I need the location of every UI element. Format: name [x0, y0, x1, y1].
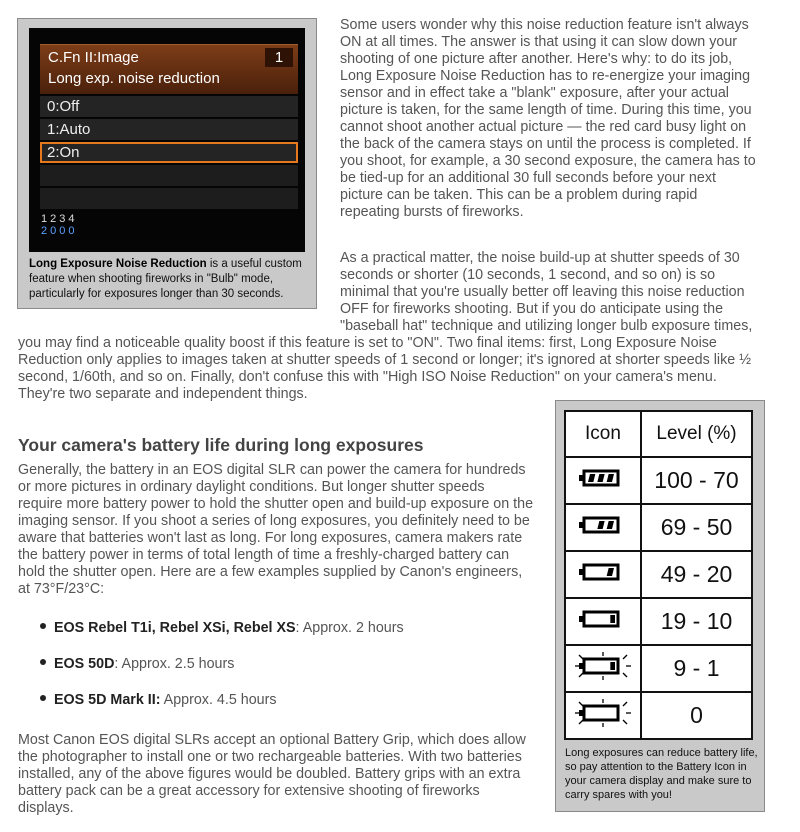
text-line: be tied-up for an additional 30 full seconds before your next — [340, 170, 716, 186]
table-row — [565, 504, 752, 551]
text-line: repeating bursts of fireworks. — [340, 204, 524, 220]
text-line: require more battery power to hold the shutter open and build-up exposure on the — [18, 496, 534, 512]
text-line: Some users wonder why this noise reduction feature isn't always — [340, 17, 749, 33]
text-line: ON at all times. The answer is that using it can slow down your — [340, 34, 738, 50]
text-line: sensor and in effect take a "blank" exposure, after your actual — [340, 85, 729, 101]
text-line: at 73°F/23°C: — [18, 581, 105, 597]
camera-model: EOS Rebel T1i, Rebel XSi, Rebel XS — [54, 620, 296, 636]
text-line: you shoot, for example, a 30 second exposure, the camera has to — [340, 153, 756, 169]
battery-level-value: 0 — [641, 692, 752, 739]
custom-function-values: 2000 — [41, 225, 78, 237]
text-line: the back of the camera stays on until the process is completed. If — [340, 136, 751, 152]
menu-header-subtitle: Long exp. noise reduction — [48, 70, 220, 87]
menu-option-blank — [40, 188, 298, 209]
text-line: minimal that you're usually better off leaving this noise reduction — [340, 284, 745, 300]
table-row — [565, 457, 752, 504]
battery-one-third-icon — [565, 551, 641, 598]
text-line: picture is taken, for the same length of time. During this time, you — [340, 102, 752, 118]
bullet-icon — [40, 659, 46, 665]
list-item — [40, 692, 277, 708]
caption-rest: is a useful custom feature when shooting fireworks in "Bulb" mode, particularly for exposures longer than 30 seconds. — [29, 258, 302, 300]
text-line: installed, any of the above figures would be doubled. Battery grips with an extra — [18, 766, 521, 782]
text-line: second, 1/60th, and so on. Finally, don't confuse this with "High ISO Noise Reduction" on your camera's menu. — [18, 369, 717, 385]
text-line: the photographer to install one or two rechargeable batteries. With two batteries — [18, 749, 522, 765]
text-line: imaging sensor. If you shoot a series of long exposures, you definitely need to be — [18, 513, 530, 529]
battery-very-low-blinking-icon — [565, 645, 641, 692]
menu-header-title: C.Fn II:Image — [48, 49, 139, 66]
text-line: you may find a noticeable quality boost if this feature is set to "ON". Two final items: first, Long Exposure Noise — [18, 335, 717, 351]
text-line: aware that batteries won't last as long. For long exposures, camera makers rate — [18, 530, 523, 546]
menu-header-number: 1 — [265, 48, 293, 67]
battery-duration: : Approx. 2.5 hours — [114, 656, 235, 672]
text-line: Reduction only applies to images taken at shutter speeds of 1 second or longer; it's ignored at shorter speeds like ½ — [18, 352, 752, 368]
text-line: Most Canon EOS digital SLRs accept an optional Battery Grip, which does allow — [18, 732, 526, 748]
text-line: As a practical matter, the noise build-up at shutter speeds of 30 — [340, 250, 740, 266]
menu-header — [40, 44, 298, 94]
table-row — [565, 598, 752, 645]
battery-duration: Approx. 4.5 hours — [160, 692, 277, 708]
table-row — [565, 692, 752, 739]
header-icon: Icon — [565, 411, 641, 457]
text-line: Long Exposure Noise Reduction has to re-energize your imaging — [340, 68, 751, 84]
battery-level-value: 19 - 10 — [641, 598, 752, 645]
battery-level-figure — [555, 400, 765, 812]
battery-level-table — [564, 410, 753, 740]
battery-empty-blinking-icon — [565, 692, 641, 739]
camera-model: EOS 50D — [54, 656, 115, 672]
text-line: Generally, the battery in an EOS digital SLR can power the camera for hundreds — [18, 462, 526, 478]
section-heading: Your camera's battery life during long exposures — [18, 435, 424, 455]
bullet-icon — [40, 623, 46, 629]
text-line: They're two separate and independent things. — [18, 386, 308, 402]
menu-option-off: 0:Off — [40, 96, 298, 117]
battery-level-value: 9 - 1 — [641, 645, 752, 692]
battery-two-thirds-icon — [565, 504, 641, 551]
header-level: Level (%) — [641, 411, 752, 457]
battery-duration: : Approx. 2 hours — [295, 620, 404, 636]
text-line: displays. — [18, 800, 74, 816]
text-line: shooting of one picture after another. Here's why: to do its job, — [340, 51, 733, 67]
menu-option-blank — [40, 165, 298, 186]
battery-level-value: 69 - 50 — [641, 504, 752, 551]
caption-bold: Long Exposure Noise Reduction — [29, 258, 207, 270]
table-row — [565, 551, 752, 598]
battery-full-icon — [565, 457, 641, 504]
text-line: hold the shutter open. Here are a few examples supplied by Canon's engineers, — [18, 564, 523, 580]
text-line: seconds or shorter (10 seconds, 1 second, and so on) is so — [340, 267, 716, 283]
camera-menu-figure — [17, 18, 317, 309]
text-line: battery pack can be a great accessory for extensive shooting of fireworks — [18, 783, 480, 799]
table-header-row — [565, 411, 752, 457]
list-item — [40, 620, 404, 636]
battery-low-icon — [565, 598, 641, 645]
list-item — [40, 656, 234, 672]
camera-menu-caption — [29, 257, 309, 302]
battery-level-value: 49 - 20 — [641, 551, 752, 598]
text-line: the battery power in terms of total length of time a freshly-charged battery can — [18, 547, 510, 563]
text-line: OFF for fireworks shooting. But if you do anticipate using the — [340, 301, 724, 317]
text-line: or more pictures in ordinary daylight conditions. But longer shutter speeds — [18, 479, 485, 495]
table-row — [565, 645, 752, 692]
custom-function-numbers: 1234 — [41, 213, 78, 225]
menu-option-auto: 1:Auto — [40, 119, 298, 140]
text-line: cannot shoot another actual picture — the red card busy light on — [340, 119, 747, 135]
text-line: picture can be taken. This can be a problem during rapid — [340, 187, 698, 203]
menu-option-on-selected: 2:On — [40, 142, 298, 163]
camera-lcd-screen — [29, 28, 305, 252]
text-line: "baseball hat" technique and utilizing longer bulb exposure times, — [340, 318, 753, 334]
battery-table-caption: Long exposures can reduce battery life, so pay attention to the Battery Icon in your camera display and make sure to carry spares with you! — [565, 747, 758, 801]
camera-model: EOS 5D Mark II: — [54, 692, 161, 708]
bullet-icon — [40, 695, 46, 701]
battery-level-value: 100 - 70 — [641, 457, 752, 504]
